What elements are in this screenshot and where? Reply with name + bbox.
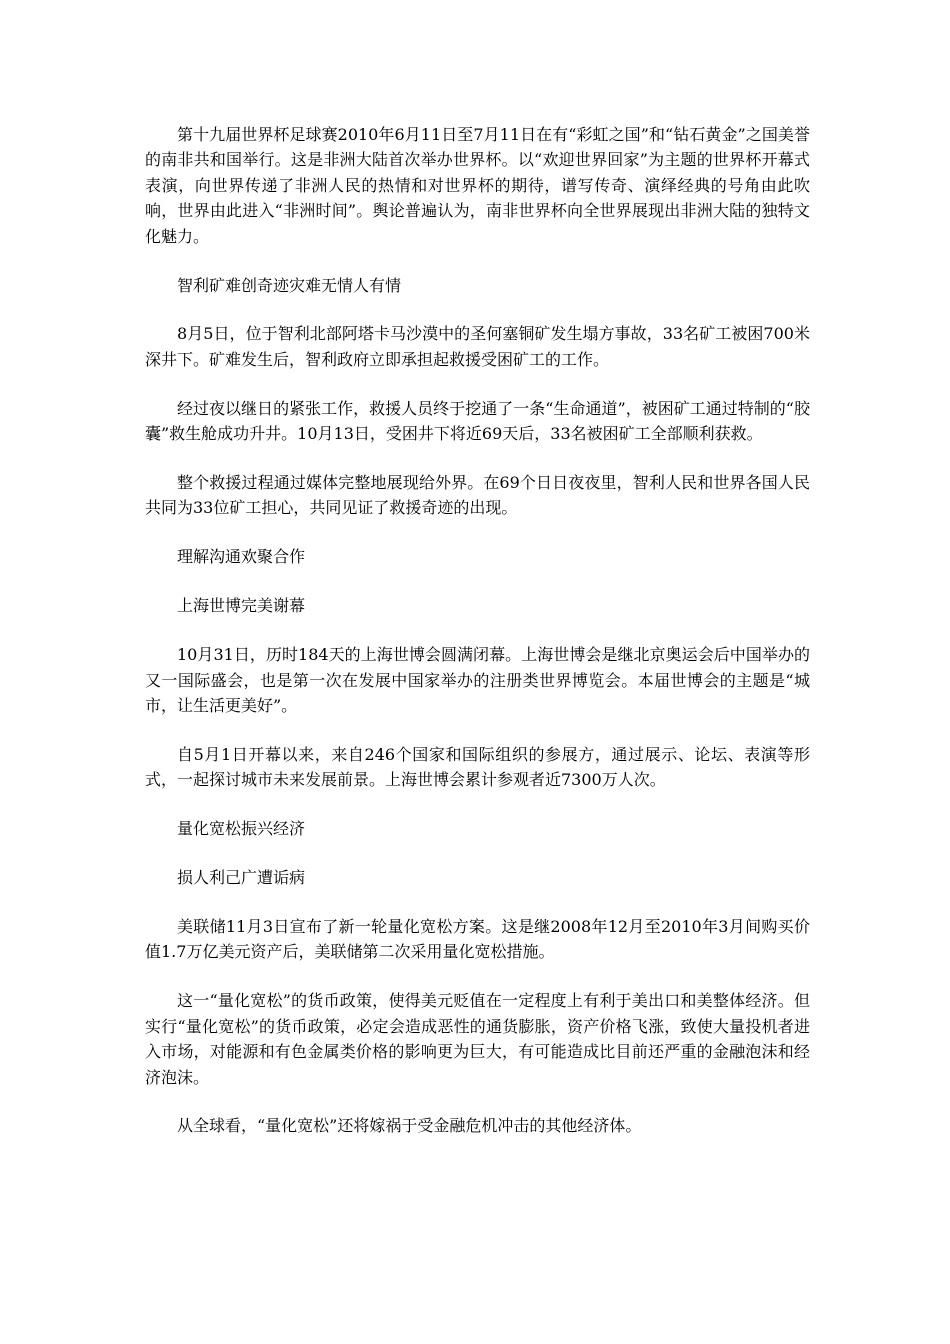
heading-quantitative-easing: 量化宽松振兴经济 [177, 819, 306, 839]
heading-understanding-cooperation: 理解沟通欢聚合作 [177, 547, 306, 567]
paragraph-expo-visitors: 自5月1日开幕以来，来自246个国家和国际组织的参展方，通过展示、论坛、表演等形式，一起探讨城市未来发展前景。上海世博会累计参观者近7300万人次。 [145, 744, 810, 790]
paragraph-expo-closing: 10月31日，历时184天的上海世博会圆满闭幕。上海世博会是继北京奥运会后中国举办的又一国际盛会，也是第一次在发展中国家举办的注册类世界博览会。本届世博会的主题是“城市，让生活更美好”。 [145, 645, 810, 715]
heading-chile-mine-rescue: 智利矿难创奇迹灾难无情人有情 [177, 275, 402, 295]
document-body [145, 122, 810, 1162]
heading-shanghai-expo: 上海世博完美谢幕 [177, 596, 306, 616]
paragraph-global-impact: 从全球看，“量化宽松”还将嫁祸于受金融危机冲击的其他经济体。 [177, 1116, 642, 1136]
paragraph-chile-accident: 8月5日，位于智利北部阿塔卡马沙漠中的圣何塞铜矿发生塌方事故，33名矿工被困700米深井下。矿难发生后，智利政府立即承担起救援受困矿工的工作。 [145, 324, 810, 369]
paragraph-qe-effects: 这一“量化宽松”的货币政策，使得美元贬值在一定程度上有利于美出口和美整体经济。但实行“量化宽松”的货币政策，必定会造成恶性的通货膨胀，资产价格飞涨，致使大量投机者进入市场，对能源和有色金属类价格的影响更为巨大，有可能造成比目前还严重的金融泡沫和经济泡沫。 [145, 991, 810, 1087]
paragraph-world-cup: 第十九届世界杯足球赛2010年6月11日至7月11日在有“彩虹之国”和“钻石黄金”之国美誉的南非共和国举行。这是非洲大陆首次举办世界杯。以“欢迎世界回家”为主题的世界杯开幕式表演，向世界传递了非洲人民的热情和对世界杯的期待，谱写传奇、演绎经典的号角由此吹响，世界由此进入“非洲时间”。舆论普遍认为，南非世界杯向全世界展现出非洲大陆的独特文化魅力。 [145, 125, 810, 246]
paragraph-chile-rescue: 经过夜以继日的紧张工作，救援人员终于挖通了一条“生命通道”，被困矿工通过特制的“胶囊”救生舱成功升井。10月13日，受困井下将近69天后，33名被困矿工全部顺利获救。 [145, 398, 810, 444]
heading-criticism: 损人利己广遭诟病 [177, 868, 306, 888]
paragraph-fed-announcement: 美联储11月3日宣布了新一轮量化宽松方案。这是继2008年12月至2010年3月间购买价值1.7万亿美元资产后，美联储第二次采用量化宽松措施。 [145, 917, 810, 962]
paragraph-chile-media: 整个救援过程通过媒体完整地展现给外界。在69个日日夜夜里，智利人民和世界各国人民共同为33位矿工担心，共同见证了救援奇迹的出现。 [145, 473, 810, 518]
